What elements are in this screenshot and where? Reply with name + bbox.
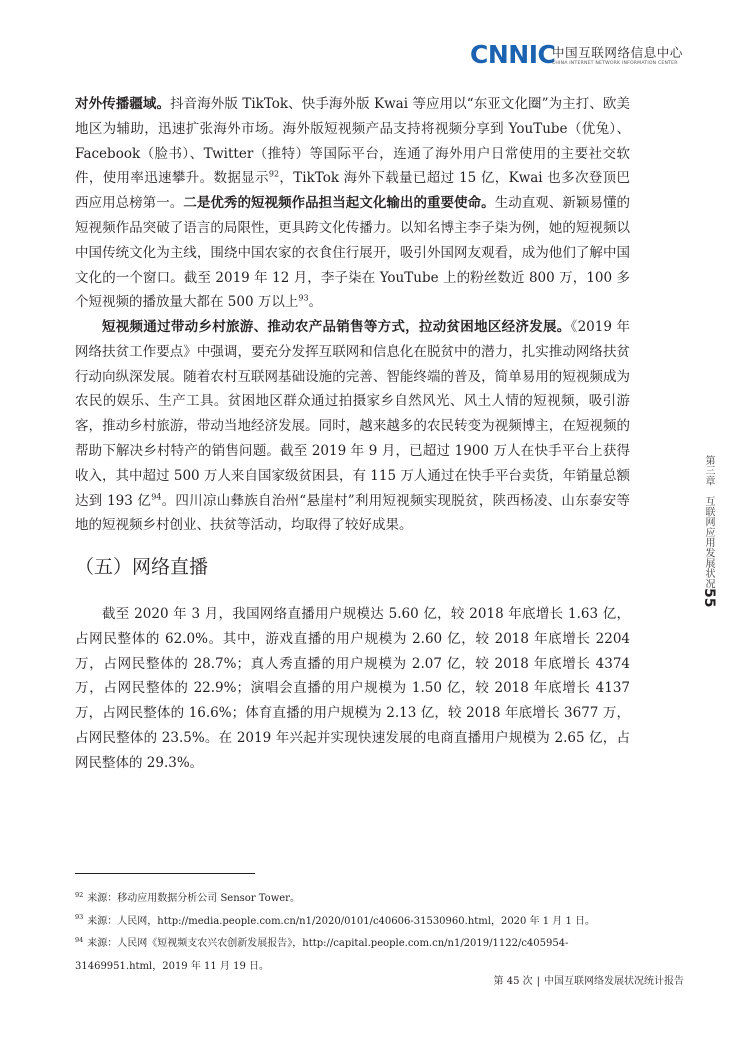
logo-chinese-name: 中国互联网络信息中心 (552, 45, 684, 60)
footnote-text: 来源：人民网《短视频支农兴农创新发展报告》，http://capital.people.com.cn/n1/2019/1122/c405954-31469951.html，2019 年 11 月 19 日。 (75, 938, 569, 972)
page-number: 55 (701, 588, 717, 608)
logo-english-name: CHINA INTERNET NETWORK INFORMATION CENTER (552, 61, 678, 66)
text-run: 生动直观、新颖易懂的短视频作品突破了语言的局限性，更具跨文化传播力。以知名博主李子柒为例，她的短视频以中国传统文化为主线，围绕中国农家的衣食住行展开，吸引外国网友观看，成为他们了解中国文化的一个窗口。截至 2019 年 12 月，李子柒在 YouTube 上的粉丝数近 800 万，100 多个短视频的播放量大都在 500 万以上 (75, 195, 631, 311)
logo-mark: CNNIC (470, 40, 556, 69)
footer-separator: | (536, 976, 540, 987)
bold-phrase: 对外传播疆域。 (75, 96, 171, 112)
footnote-ref-93[interactable]: 93 (298, 293, 309, 303)
footnote-text: 来源：移动应用数据分析公司 Sensor Tower。 (87, 893, 300, 904)
section-heading: （五）网络直播 (75, 556, 209, 578)
footer-report-title: 中国互联网络发展状况统计报告 (544, 976, 684, 987)
text-run: ，TikTok 海外下载量已超过 15 亿，Kwai 也多次登顶巴西应用总榜第一。 (75, 170, 630, 212)
footnote-92 (75, 888, 635, 911)
cnnic-logo (470, 40, 685, 74)
footnote-text: 来源：人民网，http://media.people.com.cn/n1/2020/0101/c40606-31530960.html，2020 年 1 月 1 日。 (87, 915, 596, 927)
text-run: 《2019 年网络扶贫工作要点》中强调，要充分发挥互联网和信息化在脱贫中的潜力，扎实推动网络扶贫行动向纵深发展。随着农村互联网基础设施的完善、智能终端的普及，简单易用的短视频成为农民的娱乐、生产工具。贫困地区群众通过拍摄家乡自然风光、风土人情的短视频，吸引游客，推动乡村旅游，带动当地经济发展。同时，越来越多的农民转变为视频博主，在短视频的帮助下解决乡村特产的销售问题。截至 2019 年 9 月，已超过 1900 万人在快手平台上获得收入，其中超过 500 万人来自国家级贫困县，有 115 万人通过在快手平台卖货，年销量总额达到 193 亿 (75, 319, 631, 509)
page-footer (400, 972, 684, 987)
section-body-text: 截至 2020 年 3 月，我国网络直播用户规模达 5.60 亿，较 2018 年底增长 1.63 亿，占网民整体的 62.0%。其中，游戏直播的用户规模为 2.60 亿，较 2018 年底增长 2204 万，占网民整体的 28.7%；真人秀直播的用户规模为 2.07 亿，较 2018 年底增长 4374 万，占网民整体的 22.9%；演唱会直播的用户规模为 1.50 亿，较 2018 年底增长 4137 万，占网民整体的 16.6%；体育直播的用户规模为 2.13 亿，较 2018 年底增长 3677 万，占网民整体的 23.5%。在 2019 年兴起并实现快速发展的电商直播用户规模为 2.65 亿，占网民整体的 29.3%。 (75, 606, 630, 771)
footnote-number: 94 (75, 935, 84, 944)
bold-phrase: 二是优秀的短视频作品担当起文化输出的重要使命。 (183, 195, 495, 212)
chapter-side-label: 第三章 互联网应用发展状况 (703, 455, 714, 589)
footnote-ref-92[interactable]: 92 (268, 169, 280, 179)
bold-lead-sentence: 短视频通过带动乡村旅游、推动农产品销售等方式，拉动贫困地区经济发展。 (102, 319, 571, 335)
footnote-number: 92 (75, 890, 84, 899)
footnote-ref-94[interactable]: 94 (151, 492, 162, 502)
footnote-number: 93 (75, 913, 84, 922)
text-run: 。四川凉山彝族自治州“悬崖村”利用短视频实现脱贫，陕西杨凌、山东泰安等地的短视频乡村创业、扶贫等活动，均取得了较好成果。 (75, 492, 630, 534)
footnote-divider (75, 873, 255, 874)
footer-edition: 第 45 次 (493, 976, 533, 987)
paragraph-cultural-export (75, 92, 630, 315)
paragraph-live-streaming (75, 602, 630, 776)
text-run: 抖音海外版 TikTok、快手海外版 Kwai 等应用以“东亚文化圈”为主打、欧美地区为辅助，迅速扩张海外市场。海外版短视频产品支持将视频分享到 YouTube（优兔）、Facebook（脸书）、Twitter（推特）等国际平台，连通了海外用户日常使用的主要社交软件，使用率迅速攀升。数据显示 (75, 96, 630, 187)
paragraph-poverty-alleviation (75, 315, 630, 538)
text-run: 。 (308, 294, 323, 311)
footnotes (75, 888, 635, 978)
footnote-93 (75, 911, 635, 934)
